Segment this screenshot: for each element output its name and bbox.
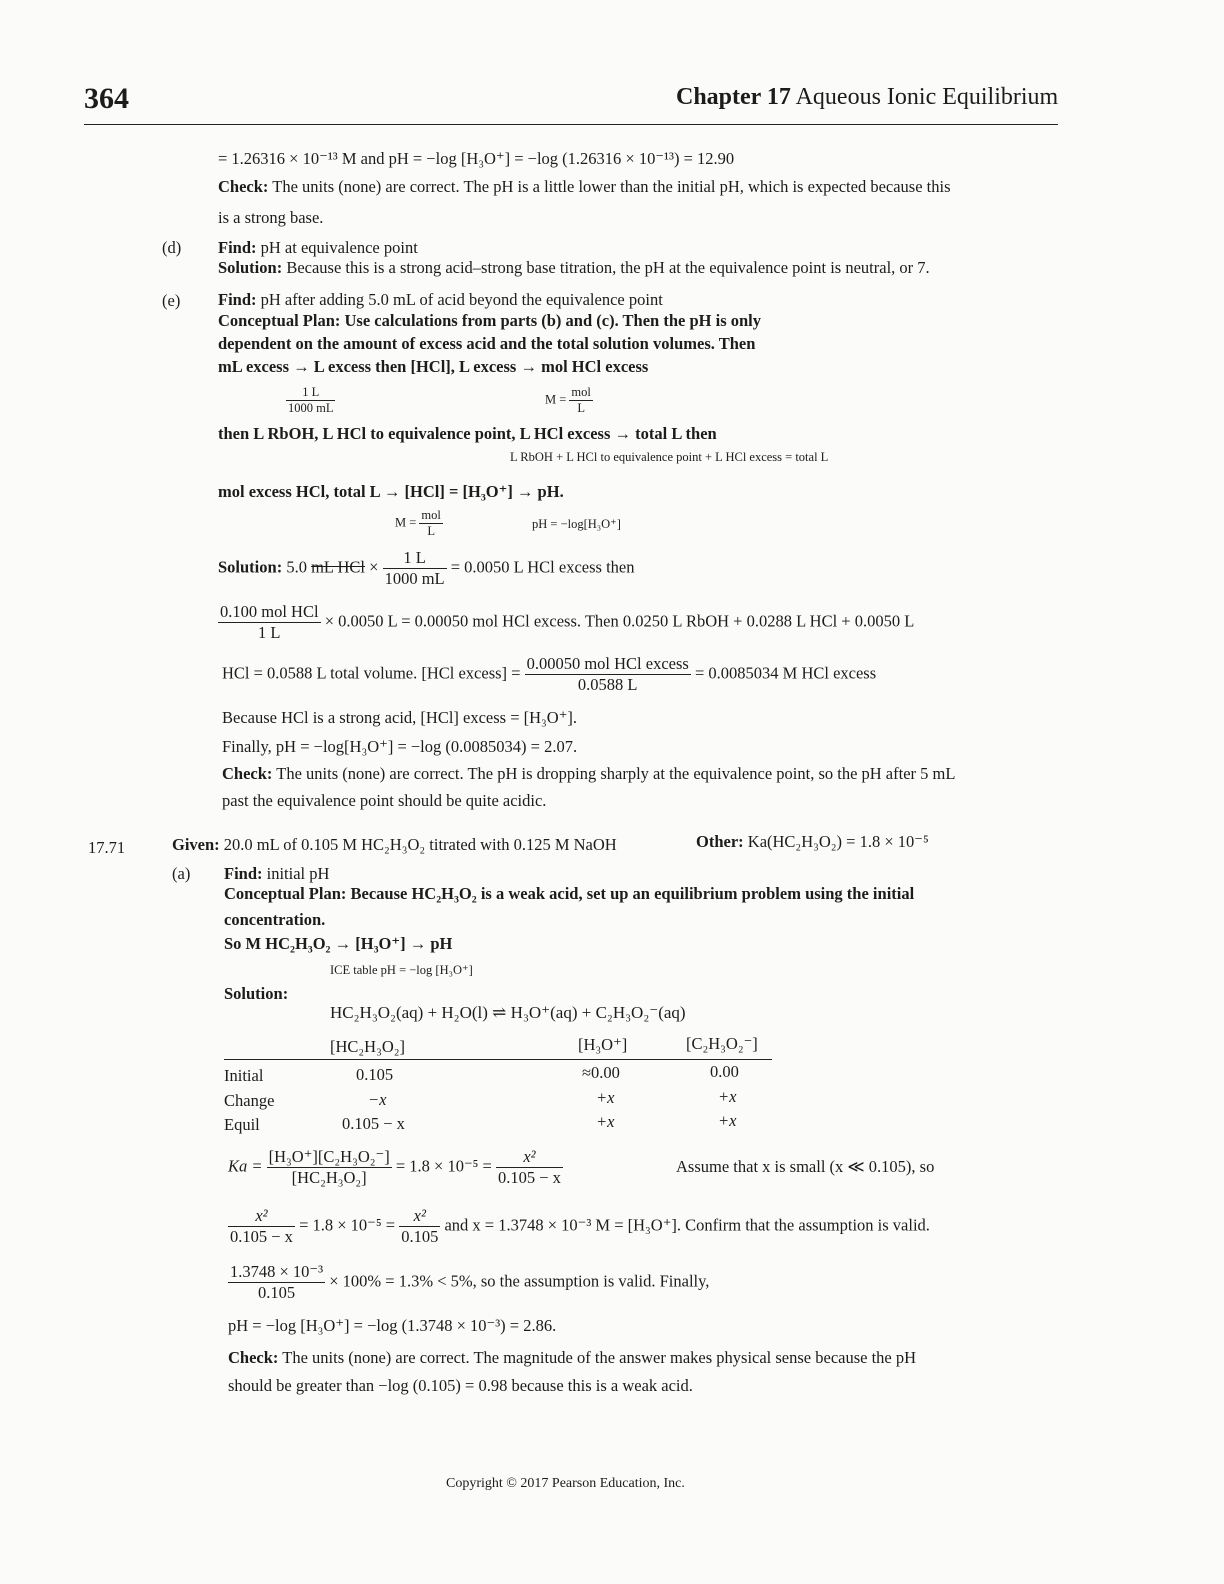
conv-num: 1 L: [286, 385, 335, 401]
pct-den: 0.105: [257, 1283, 296, 1302]
other-text: Ka(HC₂H₃O₂) = 1.8 × 10⁻⁵: [747, 832, 929, 851]
parte-volume-line: [222, 654, 876, 695]
approx-line: [228, 1206, 930, 1247]
part-a-find: [224, 864, 329, 884]
m-lhs: M =: [545, 392, 567, 407]
parte-strong-acid-line: Because HCl is a strong acid, [HCl] excess = [H₃O⁺].: [222, 708, 578, 727]
partd-solution: [218, 258, 930, 278]
approx-den: 0.105 − x: [230, 1227, 293, 1246]
m-num: mol: [571, 385, 591, 399]
ka-expression: [228, 1147, 563, 1188]
ice-row-label: Change: [224, 1091, 275, 1110]
ice-header-1: [HC₂H₃O₂]: [330, 1037, 405, 1056]
ice-cell: +x: [718, 1087, 737, 1106]
approx-den2: 0.105: [401, 1227, 439, 1246]
partc-check: [218, 177, 951, 197]
ka-lhs: Ka =: [228, 1156, 263, 1176]
partd-label: (d): [162, 238, 182, 257]
m2-lhs: M =: [395, 515, 417, 530]
approx-num: x²: [228, 1206, 295, 1227]
total-volume-eq: L RbOH + L HCl to equivalence point + L HCl excess = total L: [510, 450, 829, 464]
ice-cell: +x: [718, 1111, 737, 1130]
ice-rule: [224, 1059, 772, 1060]
m-den: L: [577, 401, 585, 415]
percent-line: [228, 1262, 709, 1303]
m2-den: L: [427, 524, 435, 538]
find-text: pH after adding 5.0 mL of acid beyond the equivalence point: [260, 290, 663, 309]
ice-cell: −x: [368, 1090, 387, 1109]
ice-cell: 0.105: [356, 1065, 394, 1084]
partc-result-line: = 1.26316 × 10⁻¹³ M and pH = −log [H₃O⁺] = −log (1.26316 × 10⁻¹³) = 12.90: [218, 149, 735, 168]
conc-den: 1 L: [258, 623, 281, 642]
conversion-factor: [286, 385, 335, 416]
sol-num: 1 L: [383, 548, 447, 569]
solution-text: Because this is a strong acid–strong base titration, the pH at the equivalence point is neutral, or 7.: [286, 258, 930, 277]
ka-mid: = 1.8 × 10⁻⁵ =: [395, 1156, 492, 1176]
find-text: initial pH: [266, 864, 330, 883]
sol-post: = 0.0050 L HCl excess then: [450, 557, 635, 577]
m2-num: mol: [421, 508, 441, 522]
chapter-title: Aqueous Ionic Equilibrium: [795, 84, 1059, 110]
part-a-check-line2: should be greater than −log (0.105) = 0.98 because this is a weak acid.: [228, 1376, 693, 1395]
ka-num: [H₃O⁺][C₂H₃O₂⁻]: [268, 1147, 390, 1166]
find-label: Find:: [218, 238, 257, 257]
ice-cell: ≈0.00: [582, 1063, 620, 1082]
solution-label: Solution:: [224, 984, 289, 1003]
vol-post: = 0.0085034 M HCl excess: [694, 663, 877, 683]
parte-plan-line4: then L RbOH, L HCl to equivalence point, L HCl excess → total L then: [218, 424, 717, 443]
ka-den2: 0.105 − x: [497, 1168, 561, 1187]
sol-strike: mL HCl: [311, 557, 365, 577]
conc-post: × 0.0050 L = 0.00050 mol HCl excess. Then 0.0250 L RbOH + 0.0288 L HCl + 0.0050 L: [324, 611, 915, 631]
check-label: Check:: [218, 177, 269, 196]
conc-num: 0.100 mol HCl: [220, 602, 319, 621]
find-text: pH at equivalence point: [260, 238, 418, 257]
other-label: Other:: [696, 832, 744, 851]
part-a-plan-sub: ICE table pH = −log [H₃O⁺]: [330, 963, 473, 977]
page-number: 364: [84, 82, 129, 115]
check-text: The units (none) are correct. The pH is dropping sharply at the equivalence point, so the pH after 5 mL: [276, 764, 956, 783]
check-label: Check:: [222, 764, 273, 783]
ice-cell: +x: [596, 1112, 615, 1131]
copyright-footer: Copyright © 2017 Pearson Education, Inc.: [446, 1476, 685, 1491]
check-text: The units (none) are correct. The magnitude of the answer makes physical sense because the pH: [282, 1348, 917, 1367]
approx-post: and x = 1.3748 × 10⁻³ M = [H₃O⁺]. Confirm that the assumption is valid.: [444, 1215, 930, 1235]
parte-plan-line3: mL excess → L excess then [HCl], L excess → mol HCl excess: [218, 357, 649, 376]
parte-find: [218, 290, 663, 310]
parte-plan-line2: dependent on the amount of excess acid and the total solution volumes. Then: [218, 334, 756, 353]
find-label: Find:: [224, 864, 263, 883]
ka-num2: x²: [496, 1147, 563, 1168]
sol-den: 1000 mL: [384, 569, 445, 588]
part-a-label: (a): [172, 864, 191, 883]
ice-cell: +x: [596, 1088, 615, 1107]
parte-plan-line5: mol excess HCl, total L → [HCl] = [H₃O⁺] → pH.: [218, 482, 564, 501]
molarity-formula: [545, 385, 593, 416]
sol-pre: 5.0: [286, 557, 307, 577]
parte-check: [222, 764, 955, 784]
sol-times: ×: [369, 557, 379, 577]
part-a-plan-line1: Conceptual Plan: Because HC₂H₃O₂ is a weak acid, set up an equilibrium problem using the initial: [224, 884, 915, 903]
find-label: Find:: [218, 290, 257, 309]
ph-formula: pH = −log[H₃O⁺]: [532, 517, 621, 531]
given-text: 20.0 mL of 0.105 M HC₂H₃O₂ titrated with 0.125 M NaOH: [223, 835, 617, 854]
ice-row-label: Equil: [224, 1115, 260, 1134]
parte-check-line2: past the equivalence point should be quite acidic.: [222, 791, 547, 810]
ice-cell: 0.105 − x: [342, 1114, 405, 1133]
partd-find: [218, 238, 418, 258]
check-text: The units (none) are correct. The pH is a little lower than the initial pH, which is expected because this: [272, 177, 951, 196]
parte-final-line: Finally, pH = −log[H₃O⁺] = −log (0.0085034) = 2.07.: [222, 737, 578, 756]
ph-result-line: pH = −log [H₃O⁺] = −log (1.3748 × 10⁻³) = 2.86.: [228, 1316, 557, 1335]
vol-den: 0.0588 L: [577, 675, 638, 694]
parte-solution-line: [218, 548, 634, 589]
pct-post: × 100% = 1.3% < 5%, so the assumption is valid. Finally,: [329, 1271, 710, 1291]
ka-assumption: Assume that x is small (x ≪ 0.105), so: [676, 1157, 935, 1176]
ice-row-label: Initial: [224, 1066, 264, 1085]
molarity-formula-2: [395, 508, 443, 539]
problem-number: 17.71: [88, 838, 126, 857]
check-label: Check:: [228, 1348, 279, 1367]
parte-plan-line1: Conceptual Plan: Use calculations from parts (b) and (c). Then the pH is only: [218, 311, 762, 330]
part-a-plan-line2: concentration.: [224, 910, 326, 929]
chapter-heading: [676, 84, 1058, 111]
problem-other: [696, 832, 929, 852]
partc-check-line2: is a strong base.: [218, 208, 324, 227]
ice-header-2: [H₃O⁺]: [578, 1035, 628, 1054]
ka-den: [HC₂H₃O₂]: [291, 1168, 367, 1187]
approx-num2: x²: [399, 1206, 440, 1227]
problem-given: [172, 835, 617, 855]
approx-mid: = 1.8 × 10⁻⁵ =: [299, 1215, 396, 1235]
vol-num: 0.00050 mol HCl excess: [526, 654, 689, 673]
vol-pre: HCl = 0.0588 L total volume. [HCl excess] =: [222, 663, 521, 683]
conv-den: 1000 mL: [288, 401, 334, 415]
ice-cell: 0.00: [710, 1062, 739, 1081]
reaction-equation: HC₂H₃O₂(aq) + H₂O(l) ⇌ H₃O⁺(aq) + C₂H₃O₂⁻(aq): [330, 1003, 686, 1022]
parte-conc-line: [218, 602, 914, 643]
part-a-check: [228, 1348, 916, 1368]
solution-label: Solution:: [218, 557, 283, 577]
parte-label: (e): [162, 291, 181, 310]
given-label: Given:: [172, 835, 220, 854]
solution-label: Solution:: [218, 258, 283, 277]
part-a-plan-line3: So M HC₂H₃O₂ → [H₃O⁺] → pH: [224, 934, 453, 953]
chapter-label: Chapter 17: [676, 84, 791, 110]
pct-num: 1.3748 × 10⁻³: [230, 1262, 324, 1281]
ice-header-3: [C₂H₃O₂⁻]: [686, 1034, 758, 1053]
header-rule: [84, 124, 1058, 125]
